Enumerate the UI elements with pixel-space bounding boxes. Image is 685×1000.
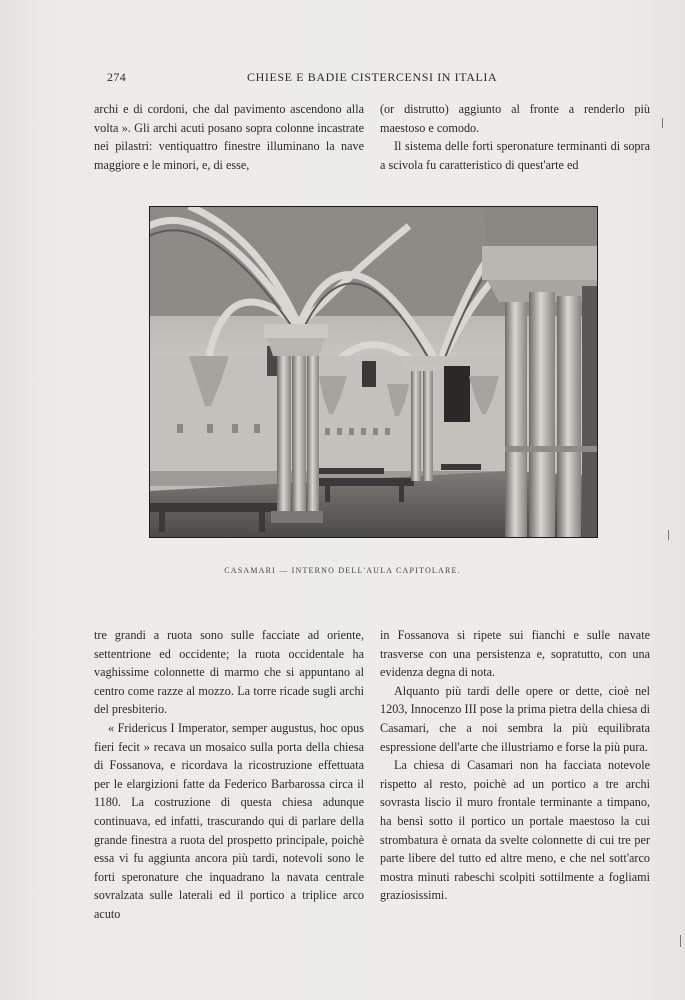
paragraph: archi e di cordoni, che dal pavimento ascendono alla volta ». Gli archi acuti posano sopra colonne incastrate nei pilastri: ventiquattro finestre illuminano la nave maggiore e le minori, e, di esse, [94,102,364,172]
running-header [95,70,655,86]
paragraph: « Fridericus I Imperator, semper augustus, hoc opus fieri fecit » recava un mosaico sulla porta della chiesa di Fossanova, e ricordava la ricostruzione effettuata per le elargizioni fatte da Federico Barbarossa circa il 1180. La costruzione di questa chiesa adunque continuava, ed infatti, trascurando qui di parlare della grande finestra a ruota del prospetto principale, poichè essa vi fu aggiunta ancora più tardi, notevoli sono le forti speronature che inquadrano la navata centrale sovralzata sulle laterali ed il portico a triplice arco acuto [94,720,364,921]
page-number: 274 [107,70,127,84]
column-top-right [380,100,650,174]
column-bottom-right [380,626,650,905]
chapter-hall-photo [149,206,598,538]
paragraph: tre grandi a ruota sono sulle facciate ad oriente, settentrione ed occidente; la ruota occidentale ha vaghissime colonnette di marmo che si appuntano al centro come razze al mozzo. La torre ricade sugli archi del presbiterio. [94,628,364,717]
scan-mark [662,118,663,128]
figure-caption: CASAMARI — INTERNO DELL'AULA CAPITOLARE. [224,566,461,575]
paragraph: in Fossanova si ripete sui fianchi e sulle navate trasverse con una persistenza e, sopratutto, con una evidenza degna di nota. [380,628,650,680]
scan-mark [680,935,681,947]
paragraph: La chiesa di Casamari non ha facciata notevole rispetto al resto, poichè ad un portico a tre archi sovrasta liscio il muro frontale terminante a timpano, ha bensì sotto il portico un portale maestoso la cui strombatura è ornata da svelte colonnette di cui tre per parte libere del tutto ed altre meno, e che nel sott'arco mostra minuti rabeschi scolpiti sottilmente a fogliami graziosissimi. [380,758,650,903]
paragraph: Il sistema delle forti speronature terminanti di sopra a scivola fu caratteristico di quest'arte ed [380,139,650,172]
scan-mark [668,530,669,540]
column-bottom-left [94,626,364,924]
running-title: CHIESE E BADIE CISTERCENSI IN ITALIA [247,70,498,84]
paragraph: Alquanto più tardi delle opere or dette, cioè nel 1203, Innocenzo III pose la prima pietra della chiesa di Casamari, che a noi sembra la più equilibrata espressione dell'arte che illustriamo e forse la più pura. [380,683,650,754]
paragraph: (or distrutto) aggiunto al fronte a renderlo più maestoso e comodo. [380,102,650,135]
column-top-left [94,100,364,174]
figure-photo [149,206,598,538]
